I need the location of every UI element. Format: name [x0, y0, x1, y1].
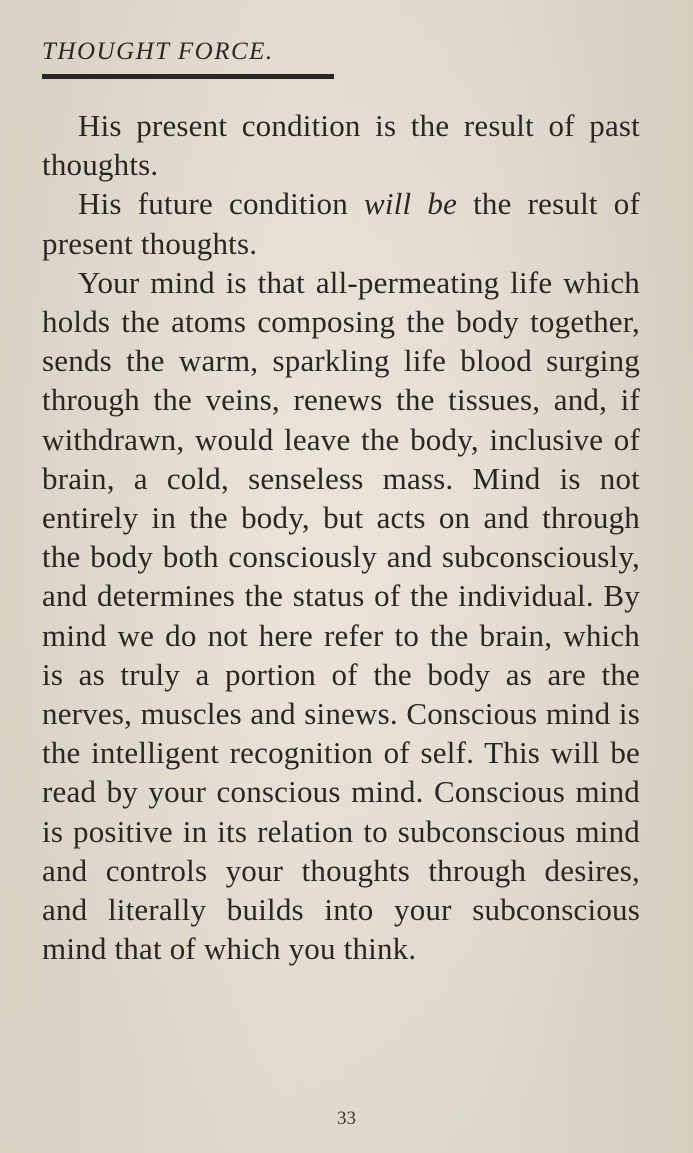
paragraph-1-text: His present condition is the result of past thoughts.	[42, 108, 640, 183]
running-head-title: THOUGHT FORCE.	[42, 38, 274, 65]
paragraph-1	[42, 106, 640, 184]
paragraph-2-emphasis: will be	[363, 186, 458, 222]
running-header	[42, 36, 334, 79]
paragraph-3	[42, 263, 640, 969]
paragraph-2-text-end: the result of present thoughts.	[42, 186, 640, 261]
body-text	[42, 106, 640, 968]
header-rule	[42, 74, 334, 79]
page-number: 33	[337, 1108, 356, 1129]
paragraph-2	[42, 184, 640, 262]
paragraph-2-text-start: His future condition	[78, 186, 364, 222]
paragraph-3-text: Your mind is that all-permeating life which holds the atoms composing the body together, sends the warm, sparkling life blood surging through the veins, renews the tissues, and, if withdrawn, would leave the body, inclusive of brain, a cold, senseless mass. Mind is not entirely in the body, but acts on and through the body both consciously and subconsciously, and determines the status of the individual. By mind we do not here refer to the brain, which is as truly a portion of the body as are the nerves, muscles and sinews. Conscious mind is the intelligent recognition of self. This will be read by your conscious mind. Conscious mind is positive in its relation to subconscious mind and controls your thoughts through desires, and literally builds into your subconscious mind that of which you think.	[42, 264, 640, 967]
